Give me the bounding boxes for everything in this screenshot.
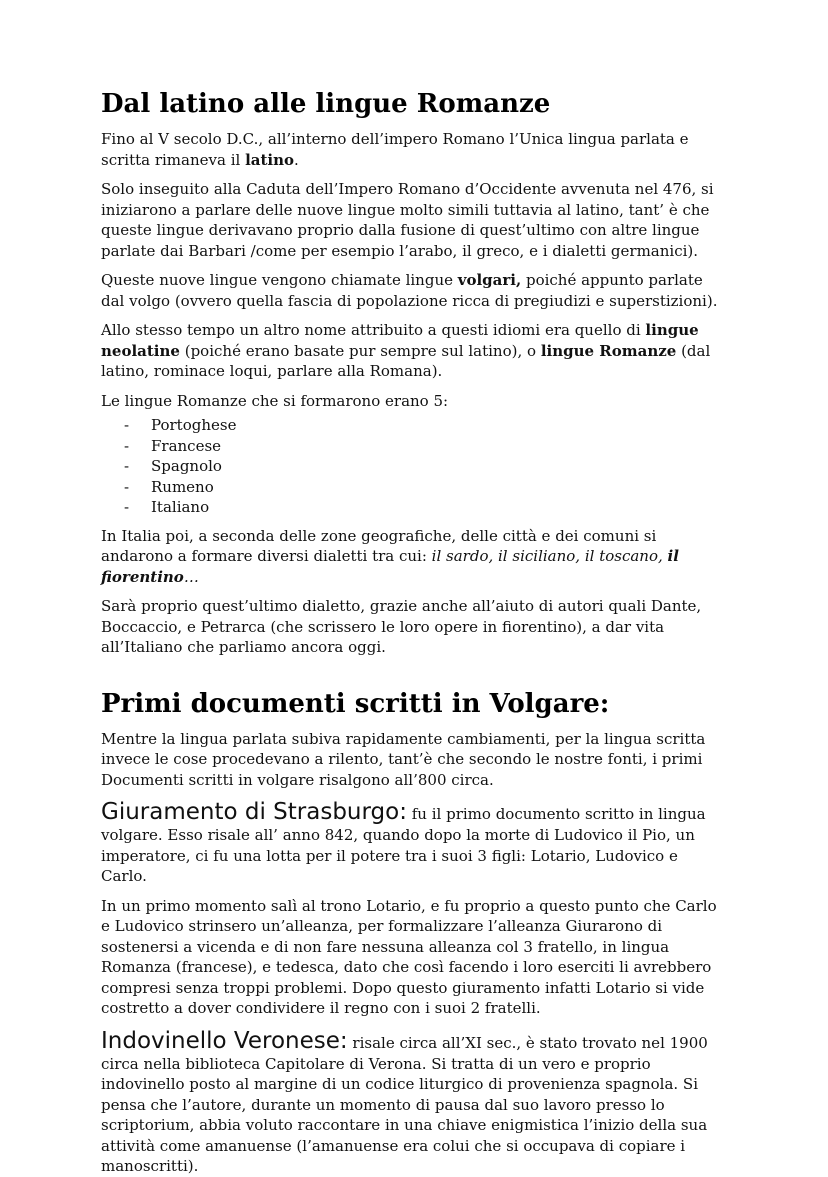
paragraph-lotario: In un primo momento salì al trono Lotario, e fu proprio a questo punto che Carlo e Ludovico strinsero un’alleanza, per formalizzare l’alleanza Giurarono di sostenersi a vicenda e di non fare nessuna alleanza col 3 fratello, in lingua Romanza (francese), e tedesca, dato che così facendo i loro eserciti li avrebbero compresi senza troppi problemi. Dopo questo giuramento infatti Lotario si vide costretto a dover condividere il regno con i suoi 2 fratelli. xyxy=(101,896,717,1017)
text: (dal latino, rominace loqui, parlare alla Romana). xyxy=(101,341,711,380)
text: Fino al V secolo D.C., all’interno dell’impero Romano l’Unica lingua parlata e scritta rimaneva il xyxy=(101,130,689,169)
paragraph-caduta: Solo inseguito alla Caduta dell’Impero Romano d’Occidente avvenuta nel 476, si iniziarono a parlare delle nuove lingue molto simili tuttavia al latino, tant’ è che queste lingue derivavano proprio dalla fusione di quest’ultimo con altre lingue parlate dai Barbari /come per esempio l’arabo, il greco, e i dialetti germanici). xyxy=(101,180,714,260)
text: (poiché erano basate pur sempre sul latino), o xyxy=(179,341,541,360)
paragraph-list-intro: Le lingue Romanze che si formarono erano 5: xyxy=(101,391,449,410)
text: risale circa all’XI sec., è stato trovato nel 1900 circa nella biblioteca Capitolare di Verona. Si tratta di un vero e proprio indovinello posto al margine di un codice liturgico di provenienza spagnola. Si pensa che l’autore, durante un momento di pausa dal suo lavoro presso lo scriptorium, abbia voluto raccontare in una chiave enigmistica l’inizio della sua attività come amanuense (l’amanuense era colui che si occupava di copiare i manoscritti). xyxy=(101,1033,708,1175)
paragraph-documenti: Mentre la lingua parlata subiva rapidamente cambiamenti, per la lingua scritta invece le cose procedevano a rilento, tant’è che secondo le nostre fonti, i primi Documenti scritti in volgare risalgono all’800 circa. xyxy=(101,729,706,789)
subheading-veronese: Indovinello Veronese: xyxy=(101,1027,348,1054)
bold-volgari: volgari, xyxy=(457,271,522,289)
list-item: - Spagnolo xyxy=(124,456,728,477)
bold-italic-fiorentino: il fiorentino xyxy=(101,547,679,586)
list-item: - Francese xyxy=(124,436,728,457)
section-title-latino: Dal latino alle lingue Romanze xyxy=(101,89,551,119)
paragraph-neolatine xyxy=(101,320,728,382)
bold-latino: latino xyxy=(245,150,295,169)
paragraph-veronese xyxy=(101,1028,728,1177)
bold-neolatine: lingue neolatine xyxy=(101,321,699,360)
italic-ellipsis: … xyxy=(183,567,199,586)
text: poiché appunto parlate dal volgo (ovvero quella fascia di popolazione ricca di pregiudizi e superstizioni). xyxy=(101,271,718,310)
text: . xyxy=(294,150,299,169)
paragraph-dialetti xyxy=(101,526,728,588)
text: Allo stesso tempo un altro nome attribuito a questi idiomi era quello di xyxy=(101,321,646,339)
text: Queste nuove lingue vengono chiamate lingue xyxy=(101,271,458,289)
list-item: - Italiano xyxy=(124,497,728,518)
list-item: - Portoghese xyxy=(124,415,728,436)
text: fu il primo documento scritto in lingua volgare. Esso risale all’ anno 842, quando dopo la morte di Ludovico il Pio, un imperatore, ci fu una lotta per il potere tra i suoi 3 figli: Lotario, Ludovico e Carlo. xyxy=(101,805,706,885)
text: In Italia poi, a seconda delle zone geografiche, delle città e dei comuni si andarono a formare diversi dialetti tra cui: xyxy=(101,526,657,565)
paragraph-strasburgo xyxy=(101,799,728,887)
list-item: - Rumeno xyxy=(124,477,728,498)
languages-list xyxy=(101,415,728,518)
paragraph-volgari xyxy=(101,270,728,311)
bold-romanze: lingue Romanze xyxy=(540,341,677,360)
section-title-documenti: Primi documenti scritti in Volgare: xyxy=(101,688,610,719)
paragraph-fiorentino: Sarà proprio quest’ultimo dialetto, grazie anche all’aiuto di autori quali Dante, Boccaccio, e Petrarca (che scrissero le loro opere in fiorentino), a dar vita all’Italiano che parliamo ancora oggi. xyxy=(101,597,702,656)
paragraph-intro xyxy=(101,129,728,170)
italic-dialetti: il sardo, il siciliano, il toscano, xyxy=(431,547,668,565)
subheading-strasburgo: Giuramento di Strasburgo: xyxy=(101,799,407,825)
